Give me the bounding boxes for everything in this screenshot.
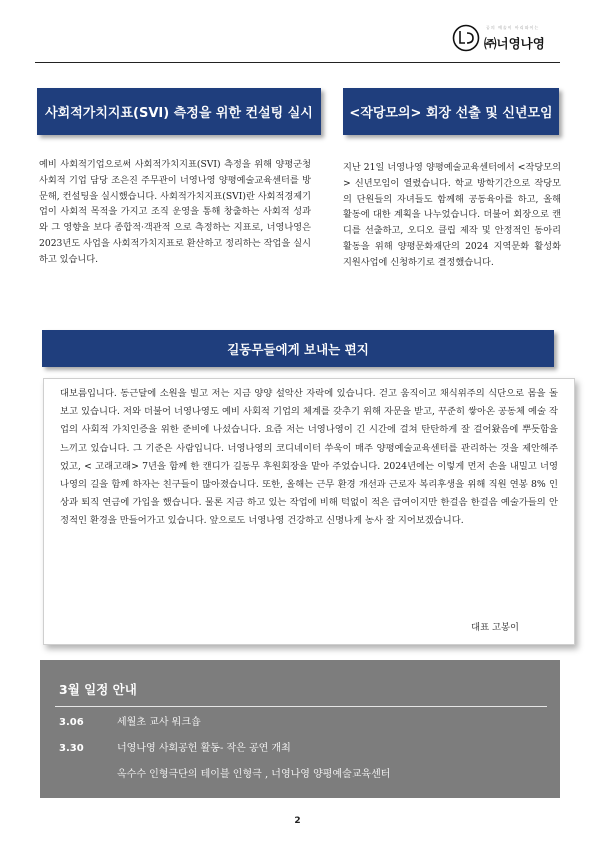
schedule-text: 옥수수 인형극단의 테이블 인형극 , 너영나영 양평예술교육센터 [117,769,391,780]
logo-mark-icon [452,24,480,52]
svi-title-text: 사회적가치지표(SVI) 측정을 위한 컨설팅 실시 [45,106,313,121]
schedule-divider [55,706,547,707]
letter-box [43,378,575,645]
letter-signature: 대표 고봉이 [471,622,519,633]
header-rule [35,62,560,63]
meeting-section-title [343,88,559,135]
page-number: 2 [294,816,301,826]
letter-title-text: 길동무들에게 보내는 편지 [227,341,369,357]
svi-body: 예비 사회적기업으로써 사회적가치지표(SVI) 측정을 위해 양평군청 사회적 기업 담당 조은진 주무관이 너영나영 양평예술교육센터를 방문해, 컨설팅을 실시했습니다. 사회적가치지표(SVI)란 사회적경제기업이 사회적 목적을 가지고 조직 운영을 통해 창출하는 사회적 성과와 그 영향을 보다 종합적·객관적 으로 측정하는 지표로, 너영나영은 2023년도 사업을 사회적가치지표로 환산하고 정리하는 작업을 실시하고 있습니다. [39,159,312,265]
schedule-item [59,765,390,780]
schedule-text: 세월초 교사 워크숍 [117,717,201,728]
schedule-item [59,739,291,754]
letter-section-title [42,330,554,367]
schedule-date: 3.30 [59,743,84,754]
svi-section-title [37,88,321,135]
letter-body: 대보름입니다. 동근달에 소원을 빌고 저는 지금 양양 설악산 자락에 있습니다. 걷고 움직이고 채식위주의 식단으로 몸을 돌보고 있습니다. 저와 더불어 너영나영도 예비 사회적 기업의 체계를 갖추기 위해 자문을 받고, 꾸준히 쌓아온 공동체 예술 작업의 사회적 가치인증을 위한 준비에 나섰습니다. 요즘 저는 너영나영이 긴 시간에 걸쳐 탄탄하게 잘 걸어왔음에 뿌듯함을 느끼고 있습니다. 그 기준은 사람입니다. 너영나영의 코디네이터 쑤욱이 매주 양평예술교육센터를 관리하는 것을 제안해주었고, < 고래고래> 7년을 함께 한 캔디가 길동무 후원회장을 맡아 주었습니다. 2024년에는 이렇게 먼저 손을 내밀고 너영나영의 길을 함께 하자는 친구들이 많아졌습니다. 또한, 올해는 근무 환경 개선과 근로자 복리후생을 위해 직원 연봉 8% 인상과 퇴직 연금에 가입을 했습니다. 물론 지금 하고 있는 작업에 비해 턱없이 적은 급여이지만 한걸음 한걸음 예술가들의 안정적인 환경을 만들어가고 있습니다. 앞으로도 너영나영 건강하고 신명나게 농사 잘 지어보겠습니다. [60,388,558,527]
company-name: ㈜너영나영 [484,36,545,51]
meeting-title-text: <작당모의> 회장 선출 및 신년모임 [349,106,553,121]
logo-tagline: 공의 예술이 아리따이는 [486,25,540,30]
company-logo [452,22,572,56]
schedule-date: 3.06 [59,717,84,728]
schedule-panel [40,660,560,798]
schedule-item [59,713,201,728]
schedule-text: 너영나영 사회공헌 활동- 작은 공연 개최 [117,743,291,754]
schedule-title: 3월 일정 안내 [59,682,137,697]
meeting-body: 지난 21일 너영나영 양평예술교육센터에서 <작당모의> 신년모임이 열렸습니다. 학교 방학기간으로 작당모의 단원들의 자녀들도 함께해 공동육아를 하고, 올해 활동에 대한 계획을 나누었습니다. 더불어 회장으로 캔디를 선출하고, 오디오 클립 제작 및 안정적인 동아리 활동을 위해 양평문화재단의 2024 지역문화 활성화 지원사업에 신청하기로 결정했습니다. [343,162,561,268]
